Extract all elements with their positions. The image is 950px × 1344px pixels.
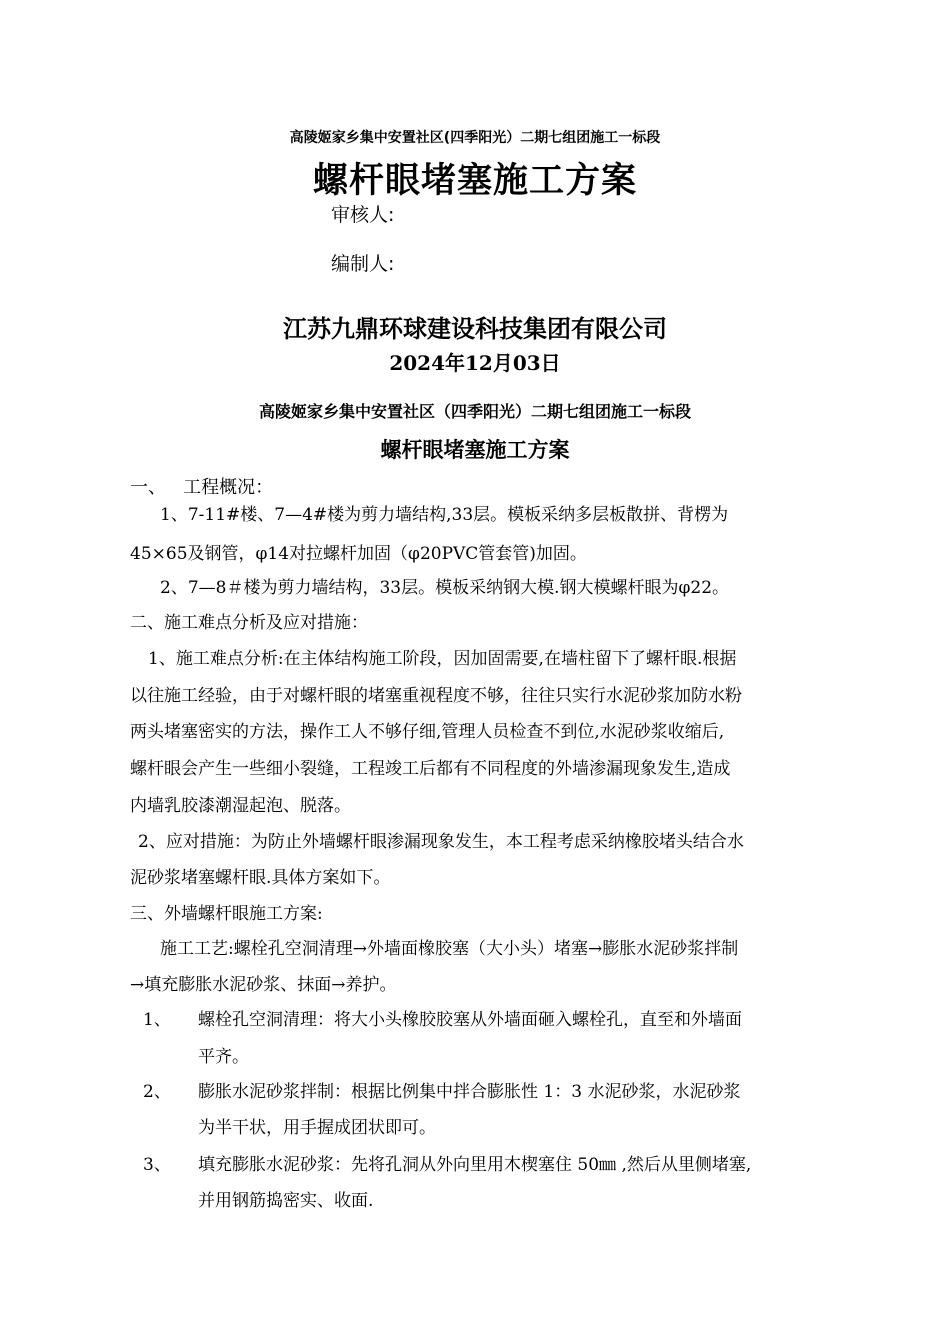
section-2-heading: 二、施工难点分析及应对措施： bbox=[130, 613, 368, 633]
doc-title: 螺杆眼堵塞施工方案 bbox=[380, 438, 570, 462]
step-number: 3、 bbox=[143, 1155, 171, 1175]
step-text-cont: 为半干状，用手握成团状即可。 bbox=[198, 1118, 436, 1138]
section-2-paragraph-line: 内墙乳胶漆潮湿起泡、脱落。 bbox=[130, 796, 351, 816]
cover-date: 2024年12月03日 bbox=[389, 351, 561, 375]
section-3-heading: 三、外墙螺杆眼施工方案: bbox=[130, 904, 323, 924]
step-text-cont: 并用钢筋捣密实、收面. bbox=[198, 1191, 374, 1211]
section-2-paragraph-2-line: 泥砂浆堵塞螺杆眼.具体方案如下。 bbox=[130, 868, 391, 888]
section-1-heading: 一、 工程概况： bbox=[130, 477, 274, 498]
section-1-paragraph: 1、7-11#楼、7—4#楼为剪力墙结构,33层。模板采纳多层板散拼、背楞为 bbox=[160, 505, 729, 525]
step-text: 填充膨胀水泥砂浆：先将孔洞从外向里用木楔塞住 50㎜ ,然后从里侧堵塞, bbox=[198, 1155, 752, 1175]
step-text: 螺栓孔空洞清理：将大小头橡胶胶塞从外墙面砸入螺栓孔，直至和外墙面 bbox=[198, 1010, 742, 1030]
process-line: 施工工艺:螺栓孔空洞清理→外墙面橡胶塞（大小头）堵塞→膨胀水泥砂浆拌制 bbox=[160, 939, 739, 959]
company-name: 江苏九鼎环球建设科技集团有限公司 bbox=[283, 315, 667, 343]
step-text: 膨胀水泥砂浆拌制：根据比例集中拌合膨胀性 1：3 水泥砂浆，水泥砂浆 bbox=[198, 1082, 741, 1102]
section-2-paragraph-2-line: 2、应对措施：为防止外墙螺杆眼渗漏现象发生，本工程考虑采纳橡胶堵头结合水 bbox=[138, 832, 744, 852]
author-label: 编制人: bbox=[331, 253, 395, 275]
section-2-paragraph-line: 1、施工难点分析:在主体结构施工阶段，因加固需要,在墙柱留下了螺杆眼.根据 bbox=[148, 649, 737, 669]
step-text-cont: 平齐。 bbox=[198, 1047, 249, 1067]
process-line: →填充膨胀水泥砂浆、抹面→养护。 bbox=[130, 975, 397, 995]
section-1-paragraph-cont: 45×65及钢管，φ14对拉螺杆加固（φ20PVC管套管)加固。 bbox=[130, 544, 587, 564]
cover-project-name: 高陵姬家乡集中安置社区(四季阳光）二期七组团施工一标段 bbox=[289, 130, 661, 146]
section-1-paragraph-2: 2、7—8＃楼为剪力墙结构，33层。模板采纳钢大模.钢大模螺杆眼为φ22。 bbox=[160, 578, 730, 598]
step-number: 2、 bbox=[143, 1082, 171, 1102]
section-2-paragraph-line: 螺杆眼会产生一些细小裂缝，工程竣工后都有不同程度的外墙渗漏现象发生,造成 bbox=[130, 759, 731, 779]
section-2-paragraph-line: 两头堵塞密实的方法，操作工人不够仔细,管理人员检查不到位,水泥砂浆收缩后, bbox=[130, 722, 725, 742]
cover-title: 螺杆眼堵塞施工方案 bbox=[312, 161, 637, 201]
doc-project-name: 高陵姬家乡集中安置社区（四季阳光）二期七组团施工一标段 bbox=[258, 402, 691, 421]
section-2-paragraph-line: 以往施工经验，由于对螺杆眼的堵塞重视程度不够，往往只实行水泥砂浆加防水粉 bbox=[130, 686, 742, 706]
step-number: 1、 bbox=[143, 1010, 171, 1030]
reviewer-label: 审核人: bbox=[331, 204, 395, 226]
